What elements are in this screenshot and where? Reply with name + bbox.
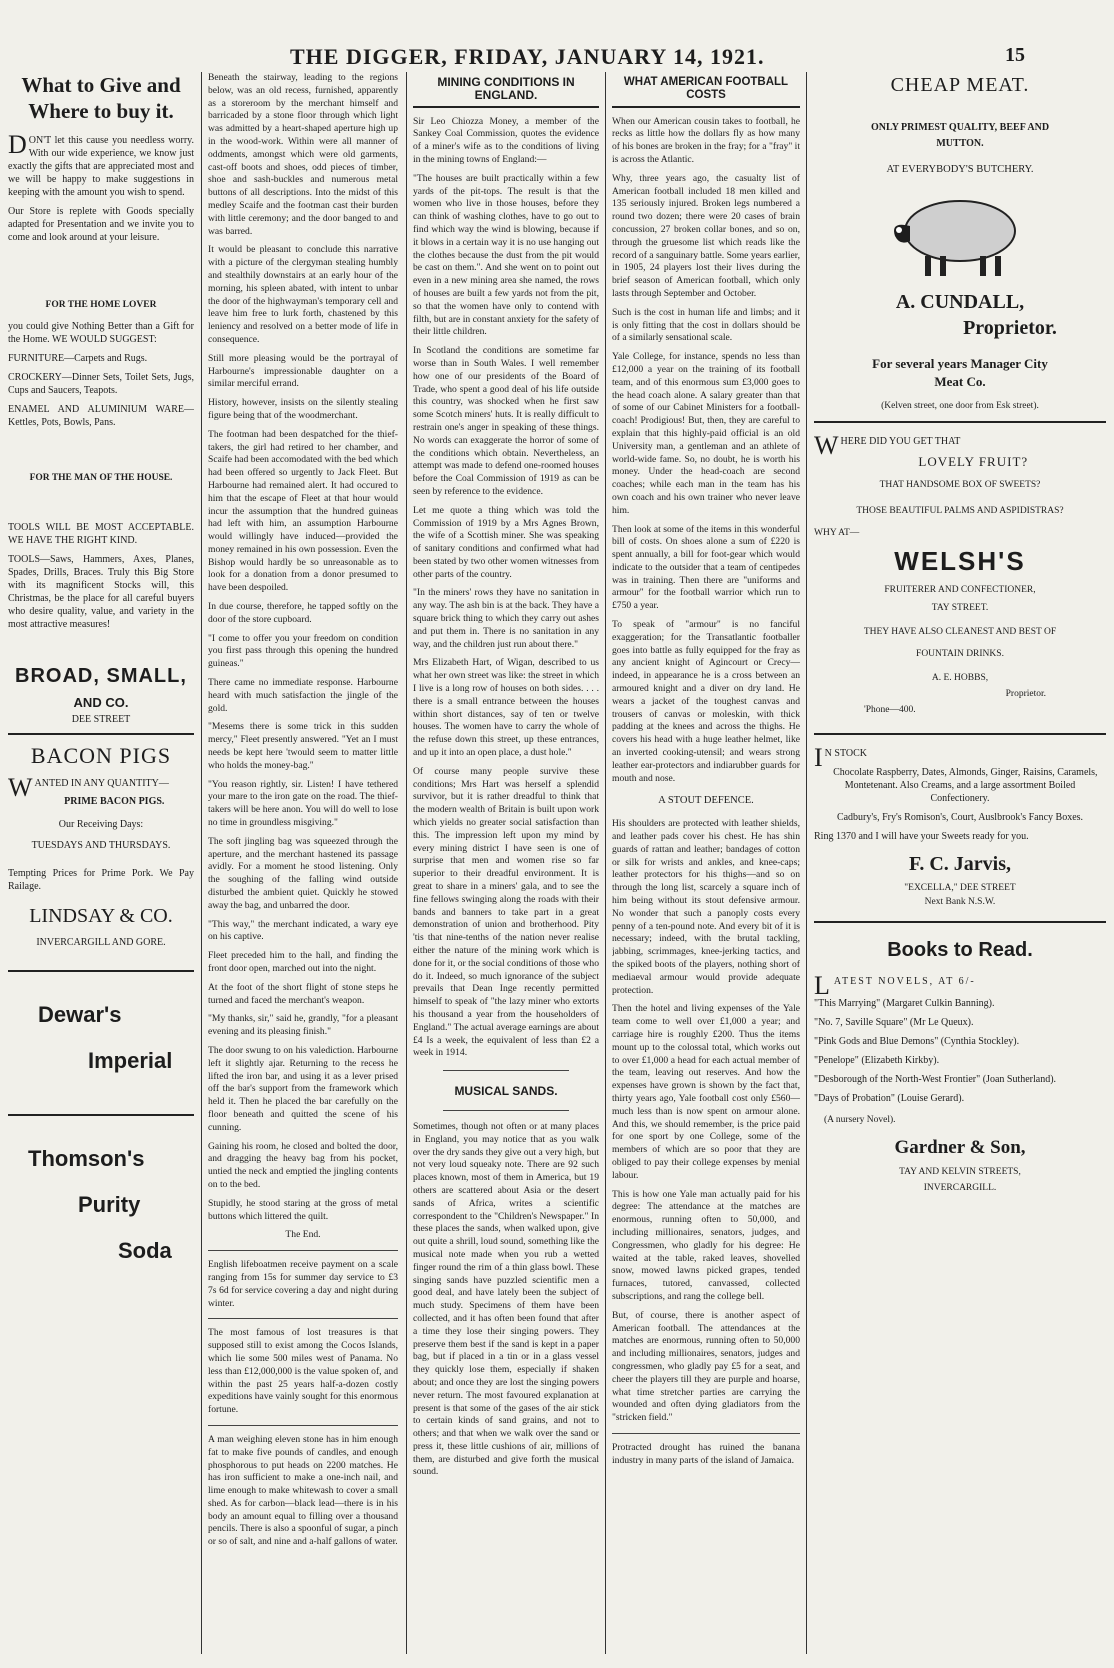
paragraph: Stupidly, he stood staring at the gross of metal buttons which littered the quilt. — [208, 1197, 398, 1222]
paragraph: The door swung to on his valediction. Harbourne left it slightly ajar. Returning to the recess he lifted the iron bar, and using it as a lever prised off the bar's support from the framework which held it. Then he placed the bar carefully on the floor beneath and quitted the scene of his cunning. — [208, 1044, 398, 1133]
ad-text: TOOLS—Saws, Hammers, Axes, Planes, Spades, Drills, Braces. Truly this Big Store with its magnificent Stocks will, this Christmas, be the place for all careful buyers who desire quality, value, and variety in the most attractive measures! — [8, 554, 194, 630]
ad-text: Chocolate Raspberry, Dates, Almonds, Ginger, Raisins, Caramels, Montetenant. Also Creams, and a large assortment Boiled Confectionery. — [833, 767, 1098, 804]
ad-heading: BROAD, SMALL, — [15, 665, 187, 687]
paragraph: Sometimes, though not often or at many places in England, you may notice that as you walk over the dry sands they give out a very high, but not very loud squeaky note. There are 92 such places known, most of them in America, but 19 others are scattered about Asia or the desert sands of Africa, writes a scientific correspondent to the "Children's Newspaper." In these places the sands, when walked upon, give out quite a shrill, loud sound, something like the musical note made when you rub a wetted finger round the rim of a thin glass bowl. These singing sands have puzzled scientific men a good deal, and have lately been the subject of much study. Specimens of them have been collected, and it has often been found that after a time they lose their singing powers. They preserve them best if the sand is kept in a paper bag, but if placed in a tin or in a glass vessel they quickly lose them, especially if shaken about; and once they are lost the singing powers never return. The most favoured explanation at present is that some of the gases of the air stick to certain kinds of sand grains, and not to others; and that when we walk over the sand or press it, these little cushions of air, millions of them, are disturbed and give forth the musical sound. — [413, 1120, 599, 1478]
paragraph: "I come to offer you your freedom on condition you first pass through this opening the hundred guineas." — [208, 632, 398, 670]
ad-heading: Where to buy it. — [28, 99, 174, 123]
ad-text: TAY AND KELVIN STREETS, — [899, 1167, 1021, 1177]
sheep-illustration — [885, 186, 1035, 281]
novel-item: "Days of Probation" (Louise Gerard). — [814, 1093, 965, 1104]
ad-text: LATEST NOVELS, AT 6/- — [814, 971, 976, 1000]
masthead-title: THE DIGGER, FRIDAY, JANUARY 14, 1921. — [290, 44, 765, 69]
ad-heading: AND CO. — [73, 695, 129, 710]
ad-text: DON'T let this cause you needless worry. With our wide experience, we know just exactly the gifts that are appreciated most and we will be happy to make suggestions in keeping with the amount you wish to spend. — [8, 130, 194, 198]
ad-heading: Books to Read. — [887, 939, 1033, 961]
column-2-story — [208, 72, 398, 1654]
ad-text: INVERCARGILL AND GORE. — [36, 937, 166, 948]
paragraph: Of course many people survive these conditions; Mrs Hart was herself a splendid survivor, but it is rather dreadful to think that the modern wealth of Britain is built upon work which yields no greater social satisfaction than this. The impression left upon my mind by every mining district I have seen is one of surprise that men and women rise so far superior to their dreadful environment. It is great to share in a miners' gala, and to see the fine fellows swinging along the roads with their bands and banners to take part in a great demonstration of union and brotherhood. Pity 'tis that nine-tenths of the nation never realise either the nature of the mining work which is done for it, or the social conditions of those who do it. Indeed, so much ignorance of the subject prevails that Dean Inge recently permitted himself to speak of "the lazy miner who extorts his thousand a year from the householders of England." The actual average earnings are about £4 Is a week, the equivalent of less than £2 a week in 1914. — [413, 765, 599, 1059]
ad-heading: WELSH'S — [894, 546, 1026, 576]
ad-text: For several years Manager City Meat Co. — [872, 356, 1048, 389]
column-3-articles — [413, 72, 599, 1654]
ad-heading: Proprietor. — [963, 317, 1057, 339]
ad-text: WANTED IN ANY QUANTITY— — [8, 773, 169, 802]
novel-item: "Desborough of the North-West Frontier" (Joan Sutherland). — [814, 1074, 1057, 1085]
ad-text: ONLY PRIMEST QUALITY, BEEF AND MUTTON. — [870, 122, 1050, 149]
ad-heading: LOVELY FRUIT? — [918, 454, 1029, 469]
paragraph: The footman had been despatched for the thief-takers, the girl had retired to her chamber, and Scaife had been accomodated with the bed which had been offered so urgently to Jack Fleet. But Harbourne had remained alert. It had occured to him that the escape of Fleet at that hour would incur the assumption that the hundred guineas had left with him, an assumption Harbourne would willingly have induced—provided the money remained in his own possession. Even the Bishop would hardly be so unreasonable as to look for a donation from a donor presumed to have been despoiled. — [208, 428, 398, 594]
column-rule — [201, 72, 202, 1654]
paragraph: To speak of "armour" is no fanciful exaggeration; for the Transatlantic footballer goes into battle as fully equipped for the fray as any ancient knight of Agincourt or Crecy—indeed, in appearance he is a cross between an armoured knight and a diver on dry land. He wears a jacket of the toughest canvas and trousers of canvas or moleskin, with thick padding at the knees and across the thighs. He covers his head with a huge leather helmet, like an inverted cooking-utensil; and wears strong leather ear-protectors and indiarubber guards for mouth and nose. — [612, 619, 800, 784]
ad-heading: Dewar's — [38, 1002, 122, 1027]
ad-text: THAT HANDSOME BOX OF SWEETS? — [879, 480, 1041, 490]
ad-heading: Imperial — [88, 1048, 173, 1073]
paragraph: Then the hotel and living expenses of the Yale team come to well over £1,000 a year; and carriage hire is roughly £200. Thus the items mount up to the colossal total, which works out to over £1,000 a head for each actual member of the team, leaving out reserves. And how the expenses have grown is shown by the fact that, thirty years ago, Yale football cost only £560—much less than is now spent on armour alone. And this, we should remember, is the price paid for one sport by one College, some of the members of which are so poor that they are obliged to pay their college expenses by menial labour. — [612, 1003, 800, 1181]
ad-text: INVERCARGILL. — [923, 1183, 997, 1193]
ad-heading: Soda — [118, 1238, 172, 1263]
paragraph: When our American cousin takes to football, he recks as little how the dollars fly as how many of his bones are broken in the fray; for a "fray" it is across the Atlantic. — [612, 115, 800, 165]
paragraph: At the foot of the short flight of stone steps he turned and faced the merchant's weapon. — [208, 981, 398, 1006]
paragraph: Such is the cost in human life and limbs; and it is only fitting that the cost in dollars should be of a similarly sensational scale. — [612, 306, 800, 344]
ad-text: Proprietor. — [1005, 689, 1046, 699]
ad-text: 'Phone—400. — [864, 705, 916, 715]
paragraph: In due course, therefore, he tapped softly on the door of the store cupboard. — [208, 601, 398, 625]
paragraph: There came no immediate response. Harbourne heard with much satisfaction the jingle of the gold. — [208, 677, 398, 714]
paragraph: Fleet preceded him to the hall, and finding the front door open, marched out into the night. — [208, 950, 398, 974]
page-number: 15 — [1005, 44, 1025, 66]
paragraph: The soft jingling bag was squeezed through the aperture, and the merchant hastened its passage avidly. For a moment he stood listening. Only the soughing of the falling wind outside disturbed the ambient quiet. Quickly he stowed away the bag, and unbarred the door. — [208, 835, 398, 911]
ad-text: Next Bank N.S.W. — [924, 897, 996, 907]
paragraph: English lifeboatmen receive payment on a scale ranging from 15s for summer day service to £3 7s 6d for service covering a day and night during winter. — [208, 1259, 398, 1309]
paragraph: Let me quote a thing which was told the Commission of 1919 by a Mrs Agnes Brown, the wife of a Scottish miner. She was speaking of sanitary conditions and confirmed what had been stated by two other women witnesses from other parts of the country. — [413, 504, 599, 580]
paragraph: "In the miners' rows they have no sanitation in any way. The ash bin is at the back. They have a square brick thing to which they carry out ashes and put them in. There is no sanitation in any way, and the children just run about there." — [413, 587, 599, 650]
ad-text: PRIME BACON PIGS. — [64, 796, 165, 807]
paragraph: "This way," the merchant indicated, a wary eye on his captive. — [208, 918, 398, 943]
ad-text: TAY STREET. — [931, 603, 989, 613]
paragraph: Gaining his room, he closed and bolted the door, and dragging the heavy bag from his pocket, untied the neck and emptied the jingling contents on to the bed. — [208, 1140, 398, 1190]
ad-text: WHERE DID YOU GET THAT — [814, 431, 961, 460]
ad-heading: BACON PIGS — [30, 743, 172, 768]
paragraph: Then look at some of the items in this wonderful bill of costs. On shoes alone a sum of £220 is spent annually, a bill for foot-gear which would indicate to the outsider that a team of centipedes was in training. Then there are "uniforms and armour" for the football warrior which run to £750 a year. — [612, 523, 800, 612]
ad-text: THOSE BEAUTIFUL PALMS AND ASPIDISTRAS? — [856, 506, 1064, 516]
column-rule — [806, 72, 807, 1654]
paragraph: Mrs Elizabeth Hart, of Wigan, described to us what her own street was like: the street in which I live is a long row of houses on both sides. . . . there is a small entrance between the houses within short distances, say of ten or twelve houses. The women have to carry the whole of the refuse down this street, up these entrances, and up it into an open place, a dust hole." — [413, 657, 599, 759]
masthead — [0, 0, 1114, 70]
ad-text: Ring 1370 and I will have your Sweets ready for you. — [814, 831, 1029, 842]
paragraph: "The houses are built practically within a few yards of the pit-tops. The result is that the women who live in those houses, before they can think of washing clothes, have to go out to find which way the wind is blowing, because if it blows in a certain way it is no use hanging out the clothes because the dust from the pit would be cast on them.". And she went on to point out even in a new mining area she named, the rows of houses are built a few yards not from the pit, so that the women have only to contend with filth, but are in constant anxiety for the safety of their little children. — [413, 172, 599, 338]
ad-text: TUESDAYS AND THURSDAYS. — [31, 840, 171, 851]
article-heading: MUSICAL SANDS. — [454, 1084, 558, 1099]
paragraph: This is how one Yale man actually paid for his degree: The attendance at the matches are enormous, running often to 50,000, and including millionaires, senators, judges, and Congressmen, who gladly for his degree: He waited at the table, raked leaves, shovelled snow, mowed lawns picked grapes, tended furnaces, tutored, canvassed, collected subscriptions, and rang the college bell. — [612, 1188, 800, 1302]
ad-subheading: FOR THE MAN OF THE HOUSE. — [29, 473, 173, 483]
column-5-ads — [814, 72, 1106, 1654]
paragraph: A man weighing eleven stone has in him enough fat to make five pounds of candles, and enough phosphorous to put heads on 2200 matches. He has iron sufficient to make a one-inch nail, and lime enough to make whitewash to cover a small shed. As for carbon—black lead—there is in his body an amount equal to filling over a thousand pencils. There is also a spoonful of sugar, a pinch or so of salt, and nine and a-half gallons of water. — [208, 1433, 398, 1548]
paragraph: It would be pleasant to conclude this narrative with a picture of the clergyman stealing humbly and stealthily downstairs at an early hour of the morning, his spleen abated, with intent to unbar the door of the highwayman's temporary cell and leave him free to lurk forth, chastened by this leniency and resolved on a better mode of life in consequence. — [208, 244, 398, 345]
article-heading: MINING CONDITIONS IN ENGLAND. — [413, 72, 599, 108]
ad-text: Our Store is replete with Goods specially adapted for Presentation and we invite you to come and look around at your leisure. — [8, 206, 194, 243]
ad-heading: CHEAP MEAT. — [890, 74, 1030, 96]
novel-item: "Penelope" (Elizabeth Kirkby). — [814, 1055, 940, 1066]
paragraph: Protracted drought has ruined the banana industry in many parts of the island of Jamaica. — [612, 1441, 800, 1466]
column-4-article — [612, 72, 800, 1654]
column-1-ads — [8, 72, 194, 1654]
paragraph: "Mesems there is some trick in this sudden mercy," Fleet presently answered. "Yet an I must needs be kept here 'twould seem to matter little who holds the money-bag." — [208, 721, 398, 771]
ad-text: A. E. HOBBS, — [931, 673, 989, 683]
novel-item: "No. 7, Saville Square" (Mr Le Queux). — [814, 1017, 974, 1028]
novel-item: "Pink Gods and Blue Demons" (Cynthia Stockley). — [814, 1036, 1020, 1047]
ad-text: WHY AT— — [814, 528, 860, 538]
ad-text: CROCKERY—Dinner Sets, Toilet Sets, Jugs, Cups and Saucers, Teapots. — [8, 372, 194, 396]
ad-text: FURNITURE—Carpets and Rugs. — [8, 353, 148, 364]
novel-item: "This Marrying" (Margaret Culkin Banning). — [814, 998, 995, 1009]
ad-text: THEY HAVE ALSO CLEANEST AND BEST OF FOUNTAIN DRINKS. — [863, 627, 1057, 659]
paragraph: Still more pleasing would be the portrayal of Harbourne's impressionable daughter on a similar merciful errand. — [208, 352, 398, 390]
story-end: The End. — [285, 1229, 321, 1241]
ad-text: I N STOCK — [814, 743, 867, 772]
ad-text: you could give Nothing Better than a Gift for the Home. WE WOULD SUGGEST: — [8, 321, 194, 345]
ad-text: TOOLS WILL BE MOST ACCEPTABLE. WE HAVE THE RIGHT KIND. — [8, 522, 194, 546]
paragraph: Yale College, for instance, spends no less than £12,000 a year on the training of its football team, and of this enormous sum £3,000 goes to the head coach alone. A salary greater than that of some of our Cabinet Ministers for a football-coach! Prodigious! But, then, they are careful to explain that this highly-paid official is an old University man, a gentleman and an athlete of world-wide fame. So, no doubt, he is worth his money. Under the head-coach are second coaches; while each man in the team has his own coach and his own trainer who never leave him. — [612, 351, 800, 516]
ad-heading: What to Give and — [21, 73, 181, 97]
ad-text: FRUITERER AND CONFECTIONER, — [884, 585, 1036, 595]
column-rule — [406, 72, 407, 1654]
ad-heading: A. CUNDALL, — [895, 291, 1025, 313]
article-heading: WHAT AMERICAN FOOTBALL COSTS — [612, 72, 800, 108]
ad-text: (A nursery Novel). — [824, 1115, 896, 1125]
ad-text: Tempting Prices for Prime Pork. We Pay Railage. — [8, 868, 194, 892]
paragraph: Beneath the stairway, leading to the regions below, was an old recess, furnished, apparently as a storeroom by the merchant himself and barricaded by a stone floor through which light was admitted by a heart-shaped aperture high up in the wood-work. Within were all manner of oddments, amongst which were old garments, cast-off boots and shoes, odd pieces of timber, shoe and sash-buckles and numerous metal buttons of all descriptions. Into the midst of this medley Scaife and the footman cast their burden with little ceremony; and the door banged to and was barred. — [208, 72, 398, 237]
ad-subheading: FOR THE HOME LOVER — [45, 300, 157, 310]
ad-text: ENAMEL AND ALUMINIUM WARE—Kettles, Pots, Bowls, Pans. — [8, 404, 194, 428]
ad-heading: Gardner & Son, — [894, 1137, 1026, 1158]
ad-heading: F. C. Jarvis, — [908, 853, 1012, 875]
paragraph: History, however, insists on the silently stealing figure being that of the woodmerchant. — [208, 397, 398, 421]
ad-text: Our Receiving Days: — [58, 819, 144, 830]
ad-heading: LINDSAY & CO. — [29, 905, 173, 927]
ad-text: "EXCELLA," DEE STREET — [904, 883, 1016, 893]
ad-text: AT EVERYBODY'S BUTCHERY. — [886, 164, 1034, 175]
ad-text: Cadbury's, Fry's Romison's, Court, Auslbrook's Fancy Boxes. — [836, 812, 1084, 823]
article-subheading: A STOUT DEFENCE. — [658, 795, 754, 807]
paragraph: But, of course, there is another aspect of American football. The attendances at the matches are enormous, running often to 50,000 and including millionaires, senators, judges and congressmen, who gladly pay £5 for a seat, and cheer the players till they are purple and hoarse, what time stretcher parties are carrying the wounded and often dying gladiators from the "stricken field." — [612, 1309, 800, 1424]
column-rule — [605, 72, 606, 1654]
paragraph: His shoulders are protected with leather shields, and leather pads cover his chest. He has shin guards of rattan and leather; bandages of cotton or silk for wrists and ankles, and knee-caps; leather protectors for his thighs—and so on through the long list, scarcely a square inch of him being without its stout defensive armour. No wonder that such a panoply costs every penny of a ten-pound note. And every bit of it is necessary; indeed, with the brutal tackling, jabbing, scrimmages, knee-jerking tactics, and the spiked boots of the players, nothing short of mediaeval armour would provide adequate protection. — [612, 818, 800, 996]
paragraph: Sir Leo Chiozza Money, a member of the Sankey Coal Commission, quotes the evidence of a miner's wife as to the conditions of living in the mining towns of England:— — [413, 115, 599, 165]
paragraph: "You reason rightly, sir. Listen! I have tethered your mare to the iron gate on the road. The thief-takers will be here anon. You will do well to lose no time in groundless misgiving." — [208, 778, 398, 829]
ad-text: DEE STREET — [71, 714, 131, 725]
paragraph: The most famous of lost treasures is that supposed still to exist among the Cocos Islands, which lie some 500 miles west of Panama. No less than £12,000,000 is the value spoken of, and within the past 25 years half-a-dozen costly expeditions have vainly sought for this enormous fortune. — [208, 1327, 398, 1416]
ad-text: (Kelven street, one door from Esk street). — [881, 401, 1039, 411]
paragraph: "My thanks, sir," said he, grandly, "for a pleasant evening and its pleasing finish." — [208, 1013, 398, 1038]
paragraph: In Scotland the conditions are sometime far worse than in South Wales. I well remember how one of our presidents of the Board of Trade, who spent a good deal of his life outside this country, was shocked when he first saw some Scotch miners' huts. It is really difficult to restrain one's anger in speaking of these things. No words can exaggerate the horror of some of the conditions which obtain. Nevertheless, an attempt was made to defend one-roomed houses before the Coal Commission of 1919 as can be seen by reference to the evidence. — [413, 345, 599, 497]
paragraph: Why, three years ago, the casualty list of American football included 18 men killed and 135 seriously injured. Broken legs numbered a round two dozen; there were 20 cases of brain concussion, 27 broken collar bones, and so on, through the gruesome list which reads like the record of a sanguinary battle. Some years earlier, in 1905, 24 players lost their lives during the brief season of American football, which only lasts through September and October. — [612, 172, 800, 299]
ad-heading: Purity — [78, 1192, 141, 1217]
ad-heading: Thomson's — [28, 1146, 145, 1171]
